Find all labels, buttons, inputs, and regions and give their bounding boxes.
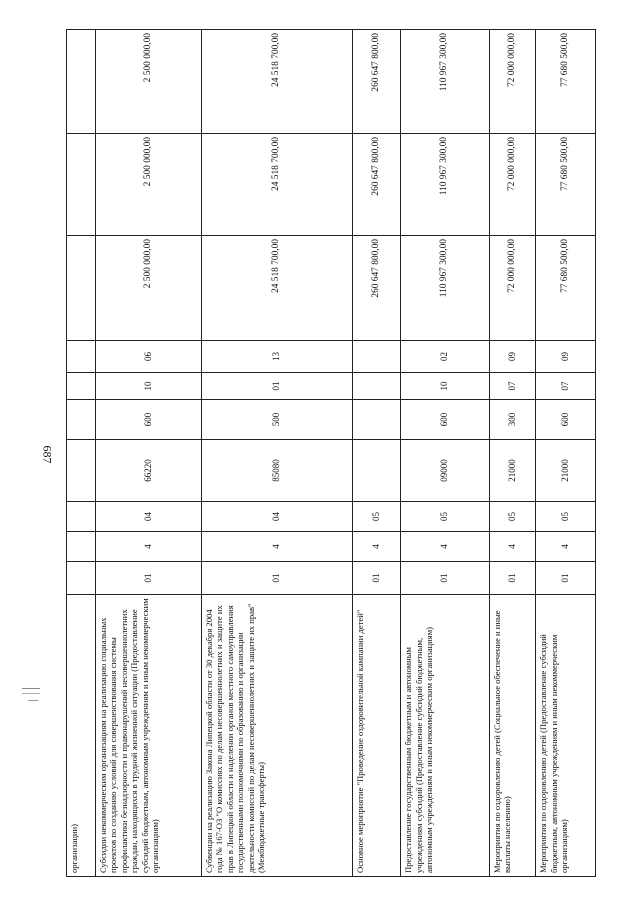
code-direction [67,440,96,502]
code-program: 01 [202,562,353,595]
table-row [536,30,596,877]
code-section: 07 [489,373,535,400]
code-direction: 09000 [401,440,490,502]
row-name: Субсидии некоммерческим организациям на реализацию социальных проектов по созданию условий для совершенствования системы профилактики безнадзорности и правонарушений несовершеннолетних граждан, находящихся в трудной жизненной ситуации (Предоставление субсидий бюджетным, автономным учреждениям и иным некоммерческим организациям) [95,595,201,877]
code-subsection [352,341,401,373]
amount-3 [67,30,96,134]
code-event: 05 [489,502,535,532]
amount-3: 24 518 700,00 [202,30,353,134]
row-name: Мероприятия по оздоровлению детей (Предоставление субсидий бюджетным, автономным учреждениям и иным некоммерческим организациям) [536,595,596,877]
rotated-table-wrapper [66,30,596,877]
code-subprogram: 4 [95,532,201,562]
code-event [67,502,96,532]
row-name: Мероприятия по оздоровлению детей (Социальное обеспечение и иные выплаты населению) [489,595,535,877]
code-subsection: 09 [489,341,535,373]
amount-1 [67,236,96,341]
amount-2: 2 500 000,00 [95,134,201,236]
amount-1: 2 500 000,00 [95,236,201,341]
code-subprogram: 4 [401,532,490,562]
amount-1: 72 000 000,00 [489,236,535,341]
code-event: 04 [95,502,201,532]
table-row [401,30,490,877]
code-direction: 85080 [202,440,353,502]
code-event: 05 [352,502,401,532]
amount-3: 110 967 300,00 [401,30,490,134]
table-row [95,30,201,877]
code-direction: 21000 [536,440,596,502]
code-subsection: 06 [95,341,201,373]
code-program: 01 [352,562,401,595]
code-expense-type: 600 [401,400,490,440]
table-row [67,30,96,877]
code-subprogram: 4 [202,532,353,562]
amount-2: 77 680 500,00 [536,134,596,236]
table-row [202,30,353,877]
row-name: Субвенции на реализацию Закона Липецкой области от 30 декабря 2004 года № 167-ОЗ "О комиссиях по делам несовершеннолетних и защите их прав в Липецкой области и наделении органов местного самоуправления государственными полномочиями по образованию и организации деятельности комиссий по делам несовершеннолетних и защите их прав" (Межбюджетные трансферты) [202,595,353,877]
amount-2: 72 000 000,00 [489,134,535,236]
scan-mark [28,700,38,704]
code-direction: 66220 [95,440,201,502]
code-program [67,562,96,595]
code-section: 10 [95,373,201,400]
code-section [352,373,401,400]
page-number: 687 [40,445,55,464]
code-expense-type [67,400,96,440]
row-name: организации) [67,595,96,877]
amount-2: 110 967 300,00 [401,134,490,236]
code-subsection: 09 [536,341,596,373]
code-subprogram: 4 [352,532,401,562]
code-subsection: 02 [401,341,490,373]
code-program: 01 [536,562,596,595]
amount-2 [67,134,96,236]
scan-mark [22,688,40,694]
amount-3: 2 500 000,00 [95,30,201,134]
table-row [352,30,401,877]
row-name: Основное мероприятие "Проведение оздоровительной кампании детей" [352,595,401,877]
code-section: 07 [536,373,596,400]
amount-1: 260 647 800,00 [352,236,401,341]
code-subsection [67,341,96,373]
amount-1: 24 518 700,00 [202,236,353,341]
budget-table [66,29,596,877]
code-subprogram: 4 [536,532,596,562]
code-program: 01 [489,562,535,595]
code-expense-type: 600 [536,400,596,440]
amount-3: 72 000 000,00 [489,30,535,134]
code-section: 10 [401,373,490,400]
code-event: 04 [202,502,353,532]
code-section [67,373,96,400]
amount-2: 24 518 700,00 [202,134,353,236]
amount-2: 260 647 800,00 [352,134,401,236]
code-program: 01 [95,562,201,595]
code-subprogram: 4 [489,532,535,562]
amount-3: 260 647 800,00 [352,30,401,134]
row-name: Предоставление государственным бюджетным и автономным учреждениям субсидий (Предоставление субсидий бюджетным, автономным учреждениям и иным некоммерческим организациям) [401,595,490,877]
code-program: 01 [401,562,490,595]
code-event: 05 [536,502,596,532]
code-expense-type: 600 [95,400,201,440]
amount-1: 110 967 300,00 [401,236,490,341]
code-event: 05 [401,502,490,532]
code-expense-type: 300 [489,400,535,440]
code-section: 01 [202,373,353,400]
amount-3: 77 680 500,00 [536,30,596,134]
amount-1: 77 680 500,00 [536,236,596,341]
code-subsection: 13 [202,341,353,373]
code-expense-type: 500 [202,400,353,440]
code-direction: 21000 [489,440,535,502]
code-subprogram [67,532,96,562]
table-row [489,30,535,877]
code-direction [352,440,401,502]
code-expense-type [352,400,401,440]
